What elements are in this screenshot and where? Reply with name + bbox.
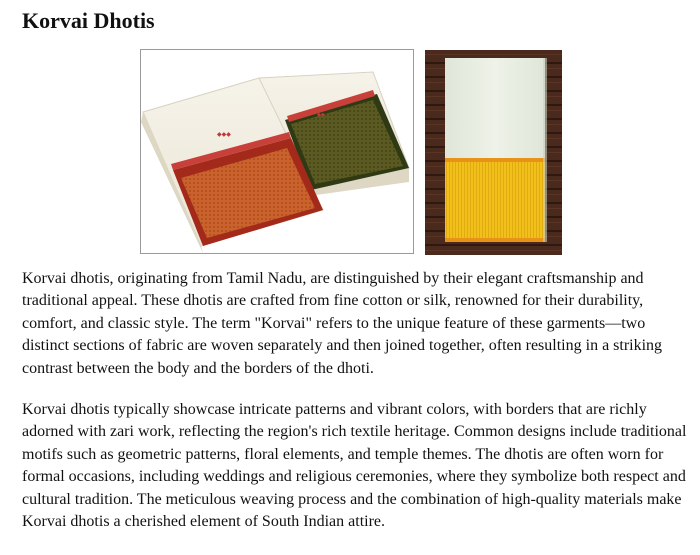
- gold-border: [445, 162, 545, 242]
- paragraph-intro: Korvai dhotis, originating from Tamil Nadu, are distinguished by their elegant craftsmanship and traditional appeal. These dhotis are crafted from fine cotton or silk, renowned for their durability, comfort, and classic style. The term "Korvai" refers to the unique feature of these garments—two distinct sections of fabric are woven separately and then joined together, often resulting in a striking contrast between the body and the borders of the dhoti.: [22, 270, 663, 377]
- svg-text:◆◆◆: ◆◆◆: [217, 131, 231, 138]
- thin-orange-stripe: [445, 158, 545, 162]
- folded-dhotis-photo: [140, 49, 414, 254]
- paragraph-details: Korvai dhotis typically showcase intricate patterns and vibrant colors, with borders that are richly adorned with zari work, reflecting the region's rich textile heritage. Common designs include traditional motifs such as geometric patterns, floral elements, and temple themes. The dhotis are often worn for formal occasions, including weddings and religious ceremonies, where they symbolize both respect and cultural tradition. The meticulous weaving process and the combination of high-quality materials make Korvai dhotis a cherished element of South Indian attire.: [22, 401, 687, 531]
- gold-dhoti-illustration: [425, 50, 562, 255]
- gold-border-dhoti-photo: [425, 50, 562, 255]
- page-title: Korvai Dhotis: [22, 8, 155, 33]
- cream-body: [445, 58, 545, 163]
- folded-dhotis-illustration: [141, 50, 413, 253]
- svg-text:◆◆: ◆◆: [317, 112, 325, 118]
